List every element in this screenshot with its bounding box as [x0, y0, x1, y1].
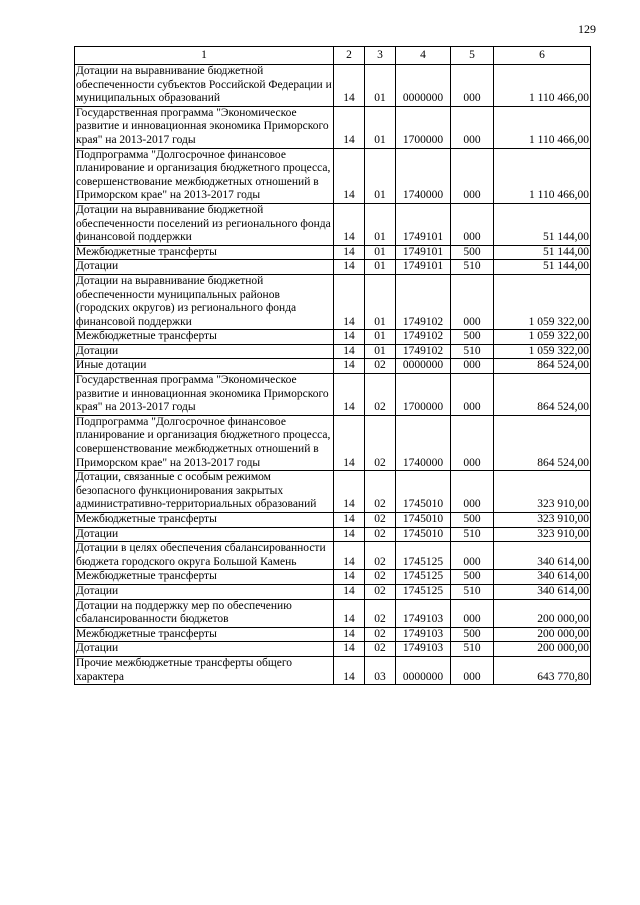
cell-subsection: 02 — [365, 584, 396, 599]
cell-expense-type: 000 — [451, 415, 494, 470]
cell-name: Дотации в целях обеспечения сбалансированности бюджета городского округа Большой Камень — [75, 542, 334, 570]
cell-amount: 1 059 322,00 — [494, 330, 591, 345]
page-number: 129 — [578, 22, 596, 36]
cell-section: 14 — [334, 642, 365, 657]
column-header-section: 2 — [334, 47, 365, 65]
cell-article: 1745010 — [396, 513, 451, 528]
cell-section: 14 — [334, 599, 365, 627]
cell-amount: 340 614,00 — [494, 584, 591, 599]
cell-subsection: 02 — [365, 599, 396, 627]
cell-amount: 1 059 322,00 — [494, 274, 591, 329]
cell-amount: 200 000,00 — [494, 599, 591, 627]
cell-subsection: 01 — [365, 344, 396, 359]
table-row — [75, 584, 591, 599]
cell-name: Межбюджетные трансферты — [75, 245, 334, 260]
table-row — [75, 106, 591, 148]
cell-expense-type: 000 — [451, 274, 494, 329]
cell-amount: 1 110 466,00 — [494, 65, 591, 107]
cell-subsection: 02 — [365, 471, 396, 513]
cell-section: 14 — [334, 527, 365, 542]
cell-amount: 864 524,00 — [494, 374, 591, 416]
cell-amount: 1 059 322,00 — [494, 344, 591, 359]
table-row — [75, 260, 591, 275]
cell-section: 14 — [334, 274, 365, 329]
table-row — [75, 374, 591, 416]
cell-subsection: 01 — [365, 65, 396, 107]
cell-name: Межбюджетные трансферты — [75, 570, 334, 585]
cell-name: Подпрограмма "Долгосрочное финансовое планирование и организация бюджетного процесса, совершенствование межбюджетных отношений в Приморском крае" на 2013-2017 годы — [75, 148, 334, 203]
cell-expense-type: 510 — [451, 527, 494, 542]
cell-article: 1700000 — [396, 374, 451, 416]
cell-expense-type: 000 — [451, 374, 494, 416]
cell-subsection: 01 — [365, 106, 396, 148]
cell-name: Дотации — [75, 584, 334, 599]
cell-amount: 864 524,00 — [494, 415, 591, 470]
cell-amount: 1 110 466,00 — [494, 148, 591, 203]
cell-article: 1745125 — [396, 584, 451, 599]
cell-amount: 323 910,00 — [494, 527, 591, 542]
cell-subsection: 01 — [365, 148, 396, 203]
cell-expense-type: 000 — [451, 599, 494, 627]
column-header-expense-type: 5 — [451, 47, 494, 65]
cell-name: Прочие межбюджетные трансферты общего характера — [75, 656, 334, 684]
cell-subsection: 02 — [365, 374, 396, 416]
column-header-name: 1 — [75, 47, 334, 65]
cell-article: 1749102 — [396, 274, 451, 329]
cell-expense-type: 510 — [451, 344, 494, 359]
cell-expense-type: 000 — [451, 471, 494, 513]
table-row — [75, 415, 591, 470]
cell-section: 14 — [334, 471, 365, 513]
cell-section: 14 — [334, 65, 365, 107]
cell-expense-type: 500 — [451, 330, 494, 345]
cell-subsection: 02 — [365, 642, 396, 657]
cell-name: Межбюджетные трансферты — [75, 627, 334, 642]
table-row — [75, 148, 591, 203]
table-row — [75, 656, 591, 684]
cell-subsection: 02 — [365, 415, 396, 470]
cell-name: Дотации на поддержку мер по обеспечению сбалансированности бюджетов — [75, 599, 334, 627]
cell-name: Межбюджетные трансферты — [75, 513, 334, 528]
cell-expense-type: 510 — [451, 584, 494, 599]
cell-section: 14 — [334, 656, 365, 684]
cell-amount: 51 144,00 — [494, 245, 591, 260]
cell-expense-type: 500 — [451, 570, 494, 585]
cell-article: 1749103 — [396, 642, 451, 657]
cell-amount: 323 910,00 — [494, 513, 591, 528]
column-header-subsection: 3 — [365, 47, 396, 65]
cell-subsection: 02 — [365, 513, 396, 528]
cell-amount: 340 614,00 — [494, 570, 591, 585]
cell-amount: 200 000,00 — [494, 627, 591, 642]
cell-name: Дотации на выравнивание бюджетной обеспеченности субъектов Российской Федерации и муниципальных образований — [75, 65, 334, 107]
cell-article: 1749102 — [396, 344, 451, 359]
cell-article: 1745010 — [396, 527, 451, 542]
cell-section: 14 — [334, 344, 365, 359]
cell-article: 1745125 — [396, 570, 451, 585]
cell-subsection: 01 — [365, 330, 396, 345]
table-row — [75, 65, 591, 107]
cell-name: Дотации — [75, 344, 334, 359]
cell-name: Государственная программа "Экономическое развитие и инновационная экономика Приморского края" на 2013-2017 годы — [75, 106, 334, 148]
cell-subsection: 03 — [365, 656, 396, 684]
cell-article: 1749101 — [396, 245, 451, 260]
cell-article: 1749103 — [396, 627, 451, 642]
table-row — [75, 642, 591, 657]
cell-name: Дотации — [75, 642, 334, 657]
cell-section: 14 — [334, 627, 365, 642]
cell-expense-type: 000 — [451, 203, 494, 245]
cell-article: 1749101 — [396, 260, 451, 275]
table-row — [75, 344, 591, 359]
cell-section: 14 — [334, 570, 365, 585]
cell-subsection: 02 — [365, 570, 396, 585]
cell-name: Дотации — [75, 527, 334, 542]
cell-expense-type: 000 — [451, 542, 494, 570]
cell-subsection: 02 — [365, 359, 396, 374]
column-header-amount: 6 — [494, 47, 591, 65]
cell-article: 1749101 — [396, 203, 451, 245]
cell-section: 14 — [334, 542, 365, 570]
table-row — [75, 570, 591, 585]
cell-section: 14 — [334, 106, 365, 148]
cell-amount: 643 770,80 — [494, 656, 591, 684]
cell-section: 14 — [334, 330, 365, 345]
cell-amount: 1 110 466,00 — [494, 106, 591, 148]
table-row — [75, 359, 591, 374]
cell-name: Подпрограмма "Долгосрочное финансовое планирование и организация бюджетного процесса, совершенствование межбюджетных отношений в Приморском крае" на 2013-2017 годы — [75, 415, 334, 470]
cell-article: 1740000 — [396, 415, 451, 470]
cell-expense-type: 000 — [451, 359, 494, 374]
cell-article: 1749102 — [396, 330, 451, 345]
cell-amount: 51 144,00 — [494, 203, 591, 245]
cell-subsection: 02 — [365, 627, 396, 642]
table-row — [75, 527, 591, 542]
cell-section: 14 — [334, 148, 365, 203]
cell-section: 14 — [334, 374, 365, 416]
cell-subsection: 01 — [365, 203, 396, 245]
cell-name: Иные дотации — [75, 359, 334, 374]
cell-section: 14 — [334, 513, 365, 528]
table-row — [75, 274, 591, 329]
cell-subsection: 02 — [365, 527, 396, 542]
cell-expense-type: 000 — [451, 106, 494, 148]
cell-name: Межбюджетные трансферты — [75, 330, 334, 345]
table-row — [75, 203, 591, 245]
cell-subsection: 01 — [365, 245, 396, 260]
table-row — [75, 330, 591, 345]
column-header-article: 4 — [396, 47, 451, 65]
cell-section: 14 — [334, 203, 365, 245]
table-header-row — [75, 47, 591, 65]
cell-name: Дотации — [75, 260, 334, 275]
cell-section: 14 — [334, 359, 365, 374]
cell-name: Дотации на выравнивание бюджетной обеспеченности поселений из регионального фонда финансовой поддержки — [75, 203, 334, 245]
cell-article: 1745010 — [396, 471, 451, 513]
table-row — [75, 513, 591, 528]
table-row — [75, 599, 591, 627]
cell-subsection: 01 — [365, 260, 396, 275]
cell-expense-type: 500 — [451, 627, 494, 642]
cell-amount: 340 614,00 — [494, 542, 591, 570]
cell-article: 0000000 — [396, 359, 451, 374]
cell-expense-type: 500 — [451, 245, 494, 260]
cell-expense-type: 000 — [451, 65, 494, 107]
cell-expense-type: 500 — [451, 513, 494, 528]
cell-name: Дотации, связанные с особым режимом безопасного функционирования закрытых административно-территориальных образований — [75, 471, 334, 513]
cell-article: 1740000 — [396, 148, 451, 203]
cell-subsection: 01 — [365, 274, 396, 329]
cell-article: 1745125 — [396, 542, 451, 570]
table-row — [75, 471, 591, 513]
cell-amount: 864 524,00 — [494, 359, 591, 374]
table-row — [75, 542, 591, 570]
cell-article: 1700000 — [396, 106, 451, 148]
cell-amount: 323 910,00 — [494, 471, 591, 513]
cell-name: Дотации на выравнивание бюджетной обеспеченности муниципальных районов (городских округов) из регионального фонда финансовой поддержки — [75, 274, 334, 329]
cell-section: 14 — [334, 260, 365, 275]
cell-expense-type: 000 — [451, 656, 494, 684]
cell-expense-type: 510 — [451, 260, 494, 275]
cell-subsection: 02 — [365, 542, 396, 570]
cell-name: Государственная программа "Экономическое развитие и инновационная экономика Приморского края" на 2013-2017 годы — [75, 374, 334, 416]
cell-amount: 200 000,00 — [494, 642, 591, 657]
cell-expense-type: 000 — [451, 148, 494, 203]
cell-article: 0000000 — [396, 65, 451, 107]
table-body — [75, 65, 591, 685]
budget-table — [74, 46, 591, 685]
cell-amount: 51 144,00 — [494, 260, 591, 275]
cell-section: 14 — [334, 415, 365, 470]
cell-article: 0000000 — [396, 656, 451, 684]
cell-section: 14 — [334, 245, 365, 260]
cell-section: 14 — [334, 584, 365, 599]
table-row — [75, 627, 591, 642]
cell-expense-type: 510 — [451, 642, 494, 657]
table-row — [75, 245, 591, 260]
cell-article: 1749103 — [396, 599, 451, 627]
